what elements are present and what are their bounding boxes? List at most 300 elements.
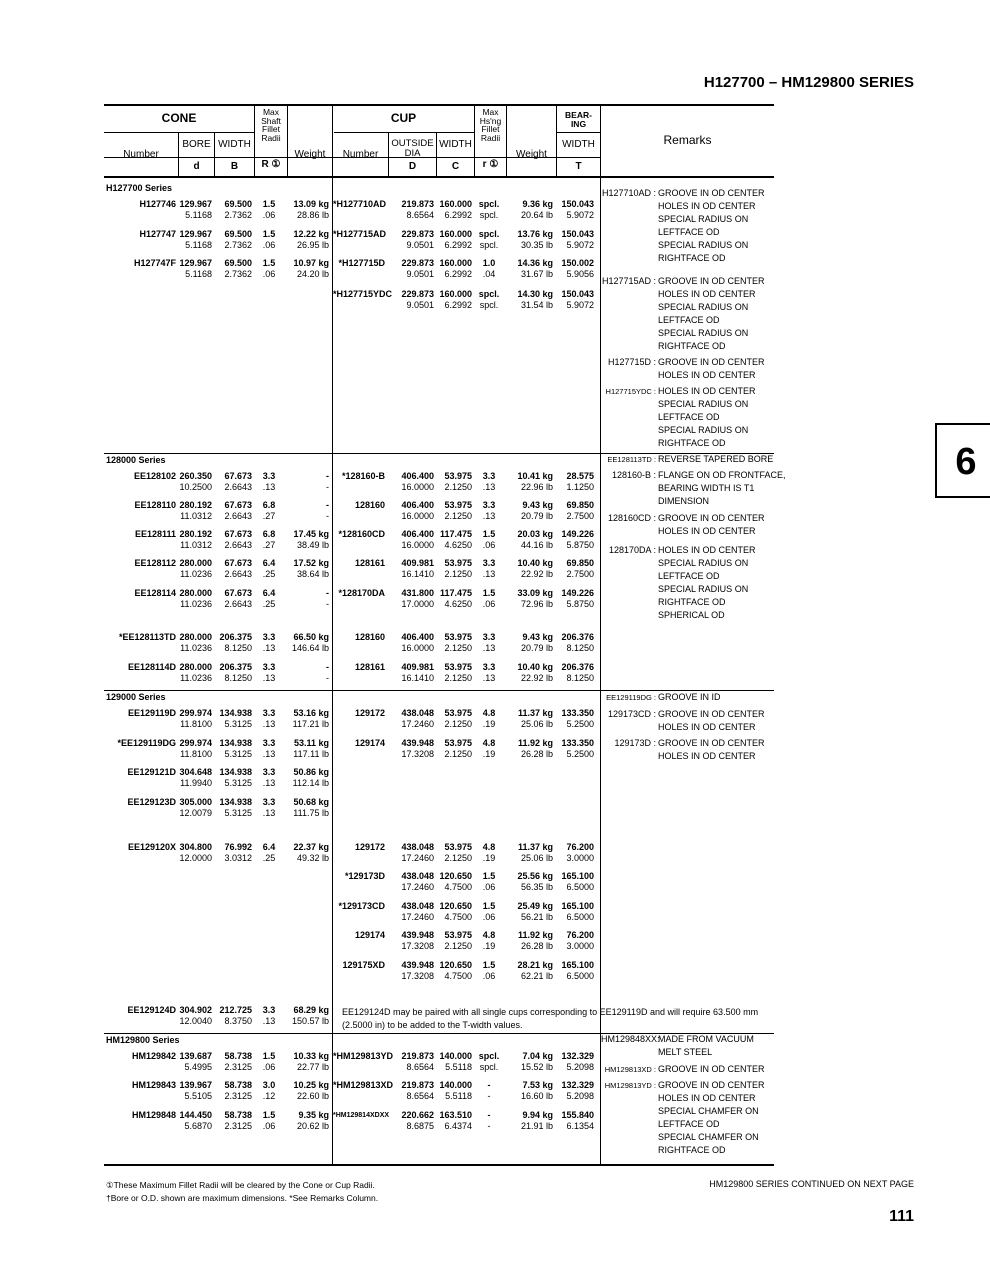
remark-line: SPECIAL RADIUS ON bbox=[658, 214, 749, 224]
bore-imperial: 12.0040 bbox=[179, 1016, 212, 1026]
remark-line: HOLES IN OD CENTER bbox=[658, 370, 756, 380]
T-metric: 150.043 bbox=[561, 289, 594, 299]
width-imperial: 5.3125 bbox=[224, 719, 252, 729]
cup-weight-header: Weight bbox=[516, 149, 547, 160]
remark-line: GROOVE IN OD CENTER bbox=[658, 1064, 765, 1074]
cwt-metric: 25.56 kg bbox=[517, 871, 553, 881]
r-imperial: spcl. bbox=[479, 240, 499, 250]
cup-number: 129174 bbox=[354, 930, 385, 940]
T-metric: 165.100 bbox=[561, 901, 594, 911]
width-imperial: 2.3125 bbox=[224, 1062, 252, 1072]
page-number: 111 bbox=[889, 1208, 914, 1225]
T-metric: 76.200 bbox=[566, 930, 594, 940]
remark-line: SPECIAL RADIUS ON bbox=[658, 240, 749, 250]
wt-metric: 10.97 kg bbox=[293, 258, 329, 268]
cw-imperial: 2.1250 bbox=[444, 482, 472, 492]
bore-metric: 280.000 bbox=[179, 662, 212, 672]
bore-header: BORE bbox=[182, 139, 211, 150]
cw-imperial: 4.6250 bbox=[444, 599, 472, 609]
od-metric: 438.048 bbox=[401, 842, 434, 852]
cw-imperial: 2.1250 bbox=[444, 941, 472, 951]
width-imperial: 2.6643 bbox=[224, 482, 252, 492]
wt-imperial: 38.64 lb bbox=[296, 569, 329, 579]
bore-metric: 129.967 bbox=[179, 229, 212, 239]
wt-imperial: - bbox=[326, 673, 329, 683]
cone-number: EE129124D bbox=[127, 1005, 176, 1015]
r-imperial: spcl. bbox=[479, 210, 499, 220]
cone-weight-header: Weight bbox=[294, 149, 326, 160]
cup-number: 128161 bbox=[354, 558, 385, 568]
cwt-imperial: 44.16 lb bbox=[520, 540, 553, 550]
cup-number: 128160 bbox=[354, 632, 385, 642]
bore-imperial: 11.0236 bbox=[180, 599, 212, 609]
bore-imperial: 5.4995 bbox=[184, 1062, 212, 1072]
remark-line: FLANGE ON OD FRONTFACE, bbox=[658, 470, 786, 480]
R-imperial: .06 bbox=[262, 269, 276, 279]
od-imperial: 17.0000 bbox=[401, 599, 434, 609]
r-imperial: .06 bbox=[482, 882, 496, 892]
R-metric: 3.3 bbox=[262, 708, 276, 718]
bore-imperial: 5.5105 bbox=[184, 1091, 212, 1101]
max-shaft-header: Max Shaft Fillet Radii bbox=[261, 107, 281, 143]
cone-number: EE128111 bbox=[134, 529, 176, 539]
R-imperial: .13 bbox=[262, 808, 276, 818]
cup-number: *H127715YDC bbox=[333, 289, 393, 299]
r-metric: 4.8 bbox=[482, 738, 496, 748]
remark-line: REVERSE TAPERED BORE bbox=[658, 454, 774, 464]
wt-imperial: - bbox=[326, 511, 329, 521]
width-metric: 69.500 bbox=[224, 199, 252, 209]
T-imperial: 6.5000 bbox=[566, 882, 594, 892]
cw-metric: 53.975 bbox=[444, 842, 472, 852]
cw-imperial: 4.7500 bbox=[444, 882, 472, 892]
cw-imperial: 6.4374 bbox=[444, 1121, 472, 1131]
bore-imperial: 5.1168 bbox=[185, 269, 212, 279]
cone-number: EE128112 bbox=[134, 558, 176, 568]
od-imperial: 17.2460 bbox=[401, 719, 434, 729]
cw-metric: 160.000 bbox=[439, 258, 472, 268]
remark-line: GROOVE IN OD CENTER bbox=[658, 738, 765, 748]
cup-number: *128160CD bbox=[338, 529, 385, 539]
series-heading: HM129800 Series bbox=[106, 1035, 180, 1045]
T-imperial: 5.2500 bbox=[566, 749, 594, 759]
cwt-imperial: 72.96 lb bbox=[520, 599, 553, 609]
bore-metric: 304.648 bbox=[179, 767, 212, 777]
cwt-imperial: 30.35 lb bbox=[520, 240, 553, 250]
cwt-metric: 28.21 kg bbox=[517, 960, 553, 970]
cwt-imperial: 15.52 lb bbox=[520, 1062, 553, 1072]
cw-metric: 160.000 bbox=[439, 229, 472, 239]
cwt-metric: 11.37 kg bbox=[517, 708, 553, 718]
cone-number: EE129123D bbox=[127, 797, 176, 807]
R-metric: 6.8 bbox=[262, 500, 276, 510]
wt-imperial: 49.32 lb bbox=[296, 853, 329, 863]
T-metric: 206.376 bbox=[561, 662, 594, 672]
R-metric: 1.5 bbox=[262, 258, 276, 268]
wt-metric: 10.33 kg bbox=[293, 1051, 329, 1061]
wt-metric: 53.11 kg bbox=[293, 738, 329, 748]
width-metric: 58.738 bbox=[224, 1080, 252, 1090]
od-imperial: 8.6564 bbox=[406, 210, 434, 220]
cup-number: *129173D bbox=[344, 871, 385, 881]
cup-number-header: Number bbox=[342, 149, 379, 160]
od-metric: 439.948 bbox=[401, 930, 434, 940]
width-imperial: 8.3750 bbox=[224, 1016, 252, 1026]
remark-key: H127715YDC : bbox=[605, 387, 656, 396]
series-heading: 128000 Series bbox=[106, 455, 166, 465]
wt-imperial: - bbox=[326, 482, 329, 492]
cwt-metric: 7.04 kg bbox=[522, 1051, 553, 1061]
wt-imperial: 150.57 lb bbox=[291, 1016, 329, 1026]
cup-number: *128170DA bbox=[338, 588, 385, 598]
cw-imperial: 2.1250 bbox=[444, 853, 472, 863]
wt-metric: - bbox=[326, 662, 329, 672]
cone-number: EE128110 bbox=[134, 500, 176, 510]
width-imperial: 3.0312 bbox=[224, 853, 252, 863]
od-imperial: 9.0501 bbox=[406, 269, 434, 279]
remark-line: GROOVE IN ID bbox=[658, 692, 721, 702]
cwt-metric: 11.92 kg bbox=[517, 738, 553, 748]
bore-imperial: 12.0000 bbox=[179, 853, 212, 863]
remark-line: RIGHTFACE OD bbox=[658, 597, 726, 607]
cone-number: EE128114 bbox=[134, 588, 176, 598]
wt-metric: 22.37 kg bbox=[293, 842, 329, 852]
r-metric: 4.8 bbox=[482, 708, 496, 718]
bore-metric: 129.967 bbox=[179, 199, 212, 209]
R-imperial: .13 bbox=[262, 749, 276, 759]
cup-number: 129175XD bbox=[342, 960, 385, 970]
width-metric: 69.500 bbox=[224, 258, 252, 268]
cwt-imperial: 31.67 lb bbox=[520, 269, 553, 279]
cw-imperial: 6.2992 bbox=[444, 240, 472, 250]
series-heading: H127700 Series bbox=[106, 183, 173, 193]
r-metric: 1.5 bbox=[482, 901, 496, 911]
wt-metric: 13.09 kg bbox=[293, 199, 329, 209]
od-imperial: 16.0000 bbox=[401, 643, 434, 653]
r-imperial: .13 bbox=[482, 643, 496, 653]
bore-metric: 299.974 bbox=[179, 738, 212, 748]
bore-metric: 280.000 bbox=[179, 558, 212, 568]
od-metric: 229.873 bbox=[401, 289, 434, 299]
r-metric: 1.5 bbox=[482, 529, 496, 539]
wt-metric: 68.29 kg bbox=[293, 1005, 329, 1015]
remark-line: RIGHTFACE OD bbox=[658, 341, 726, 351]
remark-line: RIGHTFACE OD bbox=[658, 438, 726, 448]
T-metric: 150.002 bbox=[561, 258, 594, 268]
T-metric: 76.200 bbox=[566, 842, 594, 852]
T-imperial: 8.1250 bbox=[566, 673, 594, 683]
bore-metric: 280.000 bbox=[179, 588, 212, 598]
bearing-width-header: WIDTH bbox=[562, 139, 595, 150]
r-metric: 4.8 bbox=[482, 930, 496, 940]
cwt-imperial: 26.28 lb bbox=[520, 749, 553, 759]
cw-imperial: 6.2992 bbox=[444, 300, 472, 310]
T-metric: 155.840 bbox=[561, 1110, 594, 1120]
R-metric: 6.4 bbox=[262, 842, 276, 852]
cwt-metric: 14.36 kg bbox=[517, 258, 553, 268]
cw-metric: 53.975 bbox=[444, 500, 472, 510]
cwt-metric: 9.94 kg bbox=[522, 1110, 553, 1120]
cw-metric: 160.000 bbox=[439, 199, 472, 209]
od-metric: 220.662 bbox=[401, 1110, 434, 1120]
sym-d: d bbox=[193, 161, 200, 172]
R-imperial: .27 bbox=[262, 540, 276, 550]
cw-metric: 120.650 bbox=[439, 960, 472, 970]
R-metric: 3.3 bbox=[262, 767, 276, 777]
od-metric: 438.048 bbox=[401, 871, 434, 881]
remark-line: LEFTFACE OD bbox=[658, 227, 720, 237]
od-metric: 409.981 bbox=[401, 662, 434, 672]
T-imperial: 5.2500 bbox=[566, 719, 594, 729]
T-metric: 150.043 bbox=[561, 199, 594, 209]
R-metric: 1.5 bbox=[262, 199, 276, 209]
width-imperial: 2.6643 bbox=[224, 511, 252, 521]
cone-width-header: WIDTH bbox=[218, 139, 251, 150]
width-imperial: 5.3125 bbox=[224, 749, 252, 759]
cwt-metric: 11.37 kg bbox=[517, 842, 553, 852]
remark-line: LEFTFACE OD bbox=[658, 315, 720, 325]
R-metric: 3.3 bbox=[262, 471, 276, 481]
continued-note: HM129800 SERIES CONTINUED ON NEXT PAGE bbox=[709, 1179, 914, 1189]
T-metric: 206.376 bbox=[561, 632, 594, 642]
remark-line: HOLES IN OD CENTER bbox=[658, 545, 756, 555]
T-imperial: 5.8750 bbox=[566, 599, 594, 609]
bore-metric: 280.000 bbox=[179, 632, 212, 642]
r-metric: spcl. bbox=[478, 1051, 500, 1061]
cup-number: *HM129813XD bbox=[333, 1080, 394, 1090]
cw-metric: 140.000 bbox=[439, 1080, 472, 1090]
cwt-imperial: 22.92 lb bbox=[520, 569, 553, 579]
R-imperial: .13 bbox=[262, 673, 276, 683]
cw-imperial: 2.1250 bbox=[444, 511, 472, 521]
T-metric: 149.226 bbox=[561, 529, 594, 539]
r-imperial: .06 bbox=[482, 540, 496, 550]
cw-imperial: 2.1250 bbox=[444, 749, 472, 759]
bore-imperial: 5.1168 bbox=[185, 240, 212, 250]
R-imperial: .12 bbox=[262, 1091, 276, 1101]
od-imperial: 17.2460 bbox=[401, 912, 434, 922]
remark-line: GROOVE IN OD CENTER bbox=[658, 188, 765, 198]
sym-R: R ① bbox=[261, 159, 281, 170]
cw-metric: 140.000 bbox=[439, 1051, 472, 1061]
T-imperial: 3.0000 bbox=[566, 941, 594, 951]
R-imperial: .13 bbox=[262, 1016, 276, 1026]
remark-key: 129173D : bbox=[614, 738, 656, 748]
remark-line: LEFTFACE OD bbox=[658, 571, 720, 581]
cwt-imperial: 56.35 lb bbox=[520, 882, 553, 892]
wt-imperial: - bbox=[326, 599, 329, 609]
bore-metric: 280.192 bbox=[179, 500, 212, 510]
cup-number: *HM129814XDXX bbox=[333, 1112, 390, 1119]
cw-imperial: 2.1250 bbox=[444, 569, 472, 579]
remark-line: HOLES IN OD CENTER bbox=[658, 1093, 756, 1103]
r-imperial: .19 bbox=[482, 853, 496, 863]
T-imperial: 6.5000 bbox=[566, 912, 594, 922]
r-imperial: .13 bbox=[482, 511, 496, 521]
sym-T: T bbox=[575, 161, 582, 172]
wt-imperial: 146.64 lb bbox=[291, 643, 329, 653]
bore-imperial: 5.6870 bbox=[184, 1121, 212, 1131]
remark-line: SPHERICAL OD bbox=[658, 610, 725, 620]
cone-number: EE129120X bbox=[127, 842, 176, 852]
T-imperial: 2.7500 bbox=[566, 569, 594, 579]
od-metric: 229.873 bbox=[401, 258, 434, 268]
page-title: H127700 – HM129800 SERIES bbox=[703, 74, 914, 91]
R-metric: 6.4 bbox=[262, 558, 276, 568]
max-hsng-header: Max Hs'ng Fillet Radii bbox=[479, 107, 502, 143]
remark-line: GROOVE IN OD CENTER bbox=[658, 276, 765, 286]
remark-key: EE128113TD : bbox=[607, 455, 656, 464]
od-metric: 439.948 bbox=[401, 738, 434, 748]
remark-line: MELT STEEL bbox=[658, 1047, 713, 1057]
cwt-imperial: 20.64 lb bbox=[520, 210, 553, 220]
cwt-metric: 20.03 kg bbox=[517, 529, 553, 539]
cone-header: CONE bbox=[161, 111, 197, 125]
cwt-imperial: 22.92 lb bbox=[520, 673, 553, 683]
remark-line: HOLES IN OD CENTER bbox=[658, 201, 756, 211]
r-imperial: .04 bbox=[482, 269, 496, 279]
remark-line: LEFTFACE OD bbox=[658, 412, 720, 422]
cw-imperial: 2.1250 bbox=[444, 673, 472, 683]
R-imperial: .06 bbox=[262, 1121, 276, 1131]
width-metric: 206.375 bbox=[219, 632, 252, 642]
od-imperial: 17.2460 bbox=[401, 853, 434, 863]
od-metric: 439.948 bbox=[401, 960, 434, 970]
bore-imperial: 11.0236 bbox=[180, 643, 212, 653]
remark-line: LEFTFACE OD bbox=[658, 1119, 720, 1129]
remark-line: MADE FROM VACUUM bbox=[658, 1034, 754, 1044]
T-metric: 149.226 bbox=[561, 588, 594, 598]
od-metric: 431.800 bbox=[401, 588, 434, 598]
cwt-metric: 14.30 kg bbox=[517, 289, 553, 299]
R-metric: 3.3 bbox=[262, 662, 276, 672]
cup-header: CUP bbox=[390, 111, 417, 125]
T-metric: 165.100 bbox=[561, 960, 594, 970]
remark-line: SPECIAL RADIUS ON bbox=[658, 328, 749, 338]
remark-line: HOLES IN OD CENTER bbox=[658, 751, 756, 761]
r-imperial: spcl. bbox=[479, 300, 499, 310]
T-metric: 132.329 bbox=[561, 1051, 594, 1061]
R-metric: 3.0 bbox=[262, 1080, 276, 1090]
remark-line: DIMENSION bbox=[658, 496, 710, 506]
cwt-metric: 10.41 kg bbox=[517, 471, 553, 481]
width-metric: 67.673 bbox=[224, 558, 252, 568]
R-metric: 3.3 bbox=[262, 738, 276, 748]
cone-number: HM129843 bbox=[131, 1080, 176, 1090]
r-imperial: - bbox=[487, 1121, 491, 1131]
remark-key: 128160CD : bbox=[607, 513, 656, 523]
od-metric: 219.873 bbox=[401, 1080, 434, 1090]
wt-metric: 17.52 kg bbox=[293, 558, 329, 568]
width-imperial: 2.3125 bbox=[224, 1091, 252, 1101]
od-metric: 229.873 bbox=[401, 229, 434, 239]
T-metric: 69.850 bbox=[566, 558, 594, 568]
remark-line: HOLES IN OD CENTER bbox=[658, 289, 756, 299]
r-metric: - bbox=[487, 1080, 491, 1090]
cwt-imperial: 20.79 lb bbox=[520, 643, 553, 653]
bore-metric: 304.902 bbox=[179, 1005, 212, 1015]
od-imperial: 8.6564 bbox=[406, 1062, 434, 1072]
cw-metric: 163.510 bbox=[439, 1110, 472, 1120]
cone-number: EE128114D bbox=[127, 662, 176, 672]
wt-metric: 50.86 kg bbox=[293, 767, 329, 777]
wt-imperial: 22.60 lb bbox=[296, 1091, 329, 1101]
od-metric: 406.400 bbox=[401, 471, 434, 481]
bore-metric: 144.450 bbox=[179, 1110, 212, 1120]
r-metric: 1.5 bbox=[482, 588, 496, 598]
od-metric: 406.400 bbox=[401, 529, 434, 539]
cone-number: *EE128113TD bbox=[118, 632, 176, 642]
cw-imperial: 4.7500 bbox=[444, 912, 472, 922]
remark-key: H127710AD : bbox=[601, 188, 656, 198]
r-imperial: .13 bbox=[482, 569, 496, 579]
remark-key: 129173CD : bbox=[607, 709, 656, 719]
cup-number: 129172 bbox=[354, 708, 385, 718]
width-metric: 58.738 bbox=[224, 1051, 252, 1061]
r-metric: 3.3 bbox=[482, 632, 496, 642]
cw-metric: 53.975 bbox=[444, 708, 472, 718]
r-metric: spcl. bbox=[478, 199, 500, 209]
T-imperial: 5.9072 bbox=[566, 240, 594, 250]
T-metric: 132.329 bbox=[561, 1080, 594, 1090]
outside-dia-header: OUTSIDE DIA bbox=[391, 138, 434, 159]
T-imperial: 1.1250 bbox=[566, 482, 594, 492]
width-imperial: 2.7362 bbox=[224, 240, 252, 250]
remark-line: GROOVE IN OD CENTER bbox=[658, 709, 765, 719]
wt-metric: 9.35 kg bbox=[298, 1110, 329, 1120]
remark-line: GROOVE IN OD CENTER bbox=[658, 1080, 765, 1090]
r-imperial: .13 bbox=[482, 482, 496, 492]
cw-metric: 120.650 bbox=[439, 871, 472, 881]
bearing-header: BEAR- ING bbox=[565, 110, 592, 129]
bore-imperial: 11.8100 bbox=[180, 749, 212, 759]
r-metric: 3.3 bbox=[482, 471, 496, 481]
r-imperial: .19 bbox=[482, 719, 496, 729]
cone-number: H127747F bbox=[133, 258, 176, 268]
cup-number: *129173CD bbox=[338, 901, 385, 911]
od-imperial: 9.0501 bbox=[406, 300, 434, 310]
remark-line: HOLES IN OD CENTER bbox=[658, 526, 756, 536]
R-imperial: .25 bbox=[262, 853, 276, 863]
od-imperial: 17.3208 bbox=[401, 941, 434, 951]
cw-imperial: 5.5118 bbox=[445, 1091, 472, 1101]
cwt-imperial: 56.21 lb bbox=[520, 912, 553, 922]
cw-metric: 53.975 bbox=[444, 558, 472, 568]
od-imperial: 16.1410 bbox=[401, 673, 434, 683]
remark-line: HOLES IN OD CENTER bbox=[658, 722, 756, 732]
cw-imperial: 5.5118 bbox=[445, 1062, 472, 1072]
cup-width-header: WIDTH bbox=[439, 139, 472, 150]
bore-metric: 280.192 bbox=[179, 529, 212, 539]
od-imperial: 17.3208 bbox=[401, 971, 434, 981]
remark-key: H127715AD : bbox=[601, 276, 656, 286]
R-metric: 6.4 bbox=[262, 588, 276, 598]
cw-metric: 117.475 bbox=[439, 529, 472, 539]
od-metric: 219.873 bbox=[401, 1051, 434, 1061]
R-metric: 1.5 bbox=[262, 1051, 276, 1061]
width-metric: 67.673 bbox=[224, 588, 252, 598]
R-imperial: .13 bbox=[262, 482, 276, 492]
cone-number: EE128102 bbox=[133, 471, 176, 481]
footnote-bore: †Bore or O.D. shown are maximum dimensions. *See Remarks Column. bbox=[106, 1193, 379, 1203]
wt-imperial: 112.14 lb bbox=[292, 778, 329, 788]
cwt-imperial: 31.54 lb bbox=[520, 300, 553, 310]
T-imperial: 5.8750 bbox=[566, 540, 594, 550]
wt-metric: 17.45 kg bbox=[293, 529, 329, 539]
wt-imperial: 22.77 lb bbox=[296, 1062, 329, 1072]
r-metric: 3.3 bbox=[482, 500, 496, 510]
r-metric: 1.5 bbox=[482, 960, 496, 970]
